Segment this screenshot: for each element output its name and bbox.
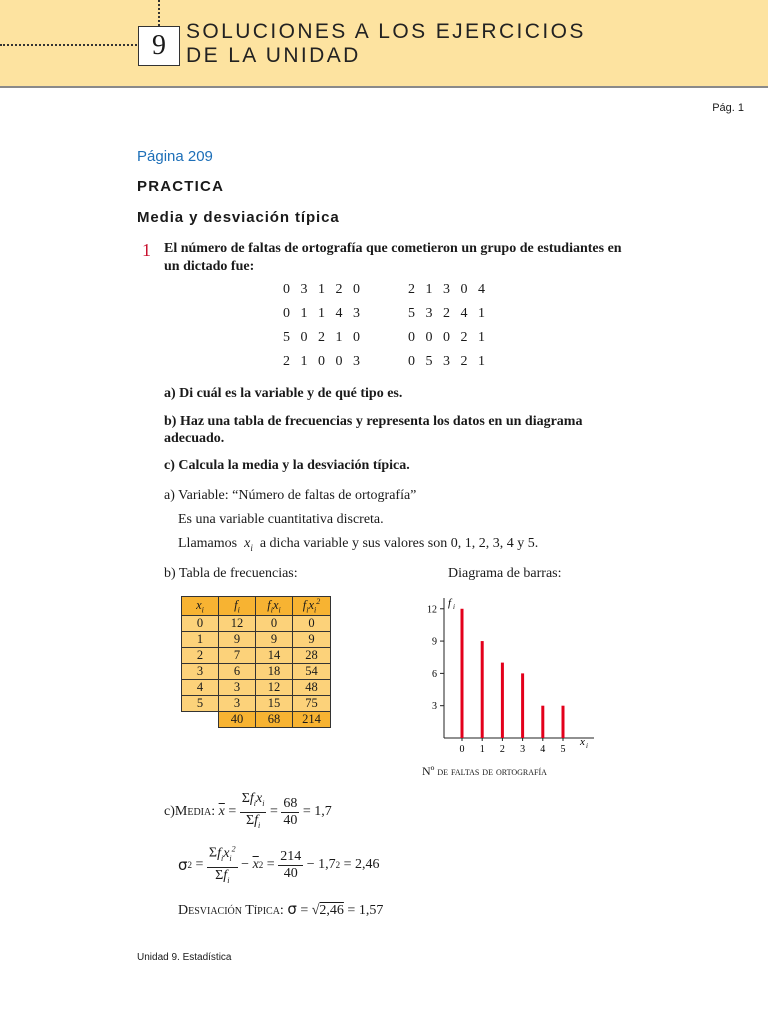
media-formula: c) Media: $\overline{x}$ = $\frac{\Sigma f_ix_i}{\Sigma f_i}$ = $\frac{68}{40}$ = 1,7 <box>164 790 332 834</box>
answer-a-line2: Es una variable cuantitativa discreta. <box>178 512 384 527</box>
header-title-line2: DE LA UNIDAD <box>186 44 361 67</box>
table-cell: 3 <box>219 679 256 695</box>
data-row-right-1: 2 1 3 0 4 <box>408 282 485 297</box>
subsection-title: Media y desviación típica <box>137 209 340 226</box>
table-cell: 75 <box>293 695 331 711</box>
table-cell: 0 <box>293 615 331 631</box>
data-row-left-2: 0 1 1 4 3 <box>283 306 360 321</box>
table-cell: 5 <box>182 695 219 711</box>
table-cell: 7 <box>219 647 256 663</box>
y-axis-label: f <box>448 597 452 609</box>
x-tick-label: 4 <box>540 744 546 755</box>
unit-number-box: 9 <box>138 26 180 66</box>
x-tick-label: 3 <box>520 744 526 755</box>
y-tick-label: 3 <box>432 701 437 713</box>
table-cell: 12 <box>256 679 293 695</box>
bar-3 <box>521 673 524 738</box>
answer-a-line1: a) Variable: “Número de faltas de ortografía” <box>164 488 417 503</box>
bar-2 <box>501 663 504 738</box>
page-footer: Unidad 9. Estadística <box>137 952 232 963</box>
question-a: a) Di cuál es la variable y de qué tipo es. <box>164 386 403 401</box>
table-totals-row <box>182 711 331 727</box>
table-total-cell: 40 <box>219 711 256 727</box>
table-cell: 9 <box>293 631 331 647</box>
data-row-left-1: 0 3 1 2 0 <box>283 282 360 297</box>
header-title-line1: SOLUCIONES A LOS EJERCICIOS <box>186 20 586 43</box>
header-xi: $x_i$ <box>182 597 219 616</box>
y-tick-label: 9 <box>432 636 437 648</box>
table-cell: 6 <box>219 663 256 679</box>
table-cell: 15 <box>256 695 293 711</box>
page-number: Pág. 1 <box>712 102 744 114</box>
std-dev-formula: Desviación Típica: σ = √2,46 = 1,57 <box>178 900 384 918</box>
media-sum-fraction: $\frac{\Sigma f_ix_i}{\Sigma f_i}$ <box>241 790 265 830</box>
question-c: c) Calcula la media y la desviación típica. <box>164 458 410 473</box>
table-row <box>182 647 331 663</box>
table-cell: 3 <box>219 695 256 711</box>
header-dotted-rule-vertical <box>158 0 160 26</box>
table-cell: 12 <box>219 615 256 631</box>
page-reference: Página 209 <box>137 148 213 165</box>
exercise-number: 1 <box>142 240 151 260</box>
x-tick-label: 5 <box>560 744 566 755</box>
bar-4 <box>541 706 544 738</box>
table-row <box>182 695 331 711</box>
x-axis-label-sub: i <box>586 742 588 750</box>
bar-0 <box>461 609 464 738</box>
variance-formula: σ 2 = $\frac{\Sigma f_ix_i^2}{\Sigma f_i}$ − $\overline{x}$ 2 = $\frac{214}{40}$ − 1,7 2 = 2,46 <box>178 842 380 888</box>
table-row <box>182 615 331 631</box>
y-tick-label: 6 <box>432 668 437 680</box>
table-row <box>182 631 331 647</box>
table-row <box>182 663 331 679</box>
header-dotted-rule <box>0 44 140 46</box>
table-cell: 4 <box>182 679 219 695</box>
x-axis-label: x <box>580 736 585 748</box>
question-b: b) Haz una tabla de frecuencias y representa los datos en un diagrama adecuado. <box>164 414 583 446</box>
x-tick-label: 2 <box>499 744 505 755</box>
header-fixi: $f_ix_i$ <box>256 597 293 616</box>
table-cell: 0 <box>256 615 293 631</box>
table-cell: 48 <box>293 679 331 695</box>
bar-chart <box>420 590 610 760</box>
table-total-cell: 214 <box>293 711 331 727</box>
frequency-table <box>181 596 331 728</box>
table-total-cell: 68 <box>256 711 293 727</box>
table-cell: 18 <box>256 663 293 679</box>
answer-a-line3: Llamamos $x_i$ a dicha variable y sus valores son 0, 1, 2, 3, 4 y 5. <box>178 536 539 553</box>
y-tick-label: 12 <box>427 604 437 616</box>
chart-x-caption: Nº de faltas de ortografía <box>422 764 547 778</box>
x-tick-label: 0 <box>459 744 465 755</box>
x-tick-label: 1 <box>479 744 485 755</box>
y-axis-label-sub: i <box>453 603 455 611</box>
table-cell: 0 <box>182 615 219 631</box>
answer-b-label: b) Tabla de frecuencias: <box>164 566 298 581</box>
table-cell: 9 <box>219 631 256 647</box>
table-cell: 28 <box>293 647 331 663</box>
variance-sum-fraction: $\frac{\Sigma f_ix_i^2}{\Sigma f_i}$ <box>207 841 238 888</box>
table-cell: 54 <box>293 663 331 679</box>
data-row-left-4: 2 1 0 0 3 <box>283 354 360 369</box>
table-header-row <box>182 597 331 616</box>
header-fixi2: $f_ix_i^2$ <box>293 597 331 616</box>
header-fi: $f_i$ <box>219 597 256 616</box>
table-cell: 2 <box>182 647 219 663</box>
bar-1 <box>481 641 484 738</box>
variance-value-fraction: $\frac{214}{40}$ <box>280 848 302 881</box>
media-value-fraction: $\frac{68}{40}$ <box>283 795 298 828</box>
data-row-left-3: 5 0 2 1 0 <box>283 330 360 345</box>
table-cell: 9 <box>256 631 293 647</box>
table-cell: 1 <box>182 631 219 647</box>
table-row <box>182 679 331 695</box>
section-title: PRACTICA <box>137 178 225 195</box>
table-cell: 14 <box>256 647 293 663</box>
table-empty-cell <box>182 711 219 727</box>
data-row-right-3: 0 0 0 2 1 <box>408 330 485 345</box>
data-row-right-4: 0 5 3 2 1 <box>408 354 485 369</box>
data-row-right-2: 5 3 2 4 1 <box>408 306 485 321</box>
bar-5 <box>562 706 565 738</box>
table-cell: 3 <box>182 663 219 679</box>
exercise-prompt: El número de faltas de ortografía que cometieron un grupo de estudiantes en un dictado fue: <box>164 241 622 274</box>
chart-caption: Diagrama de barras: <box>448 566 562 581</box>
